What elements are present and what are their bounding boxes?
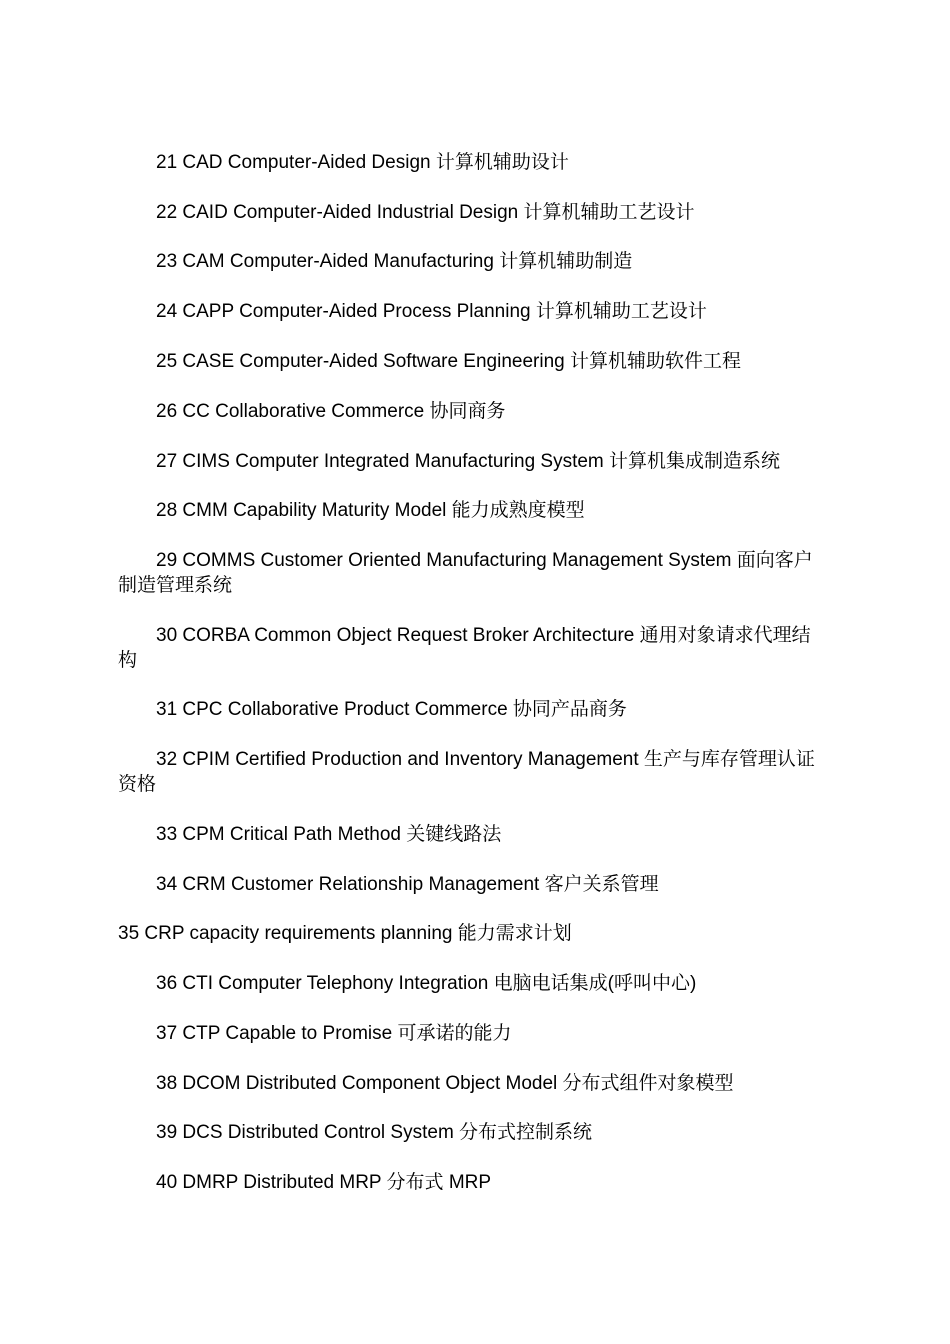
- glossary-entry-32: 32 CPIM Certified Production and Inventory Management 生产与库存管理认证资格: [118, 749, 815, 795]
- glossary-entry-28: 28 CMM Capability Maturity Model 能力成熟度模型: [156, 500, 585, 521]
- glossary-entry-34: 34 CRM Customer Relationship Management 客户关系管理: [156, 874, 659, 895]
- glossary-entry-31: 31 CPC Collaborative Product Commerce 协同产品商务: [156, 699, 627, 720]
- glossary-entry-25: 25 CASE Computer-Aided Software Engineering 计算机辅助软件工程: [156, 351, 742, 372]
- glossary-entry-36: 36 CTI Computer Telephony Integration 电脑电话集成(呼叫中心): [156, 973, 697, 994]
- glossary-entry-23: 23 CAM Computer-Aided Manufacturing 计算机辅助制造: [156, 251, 633, 272]
- glossary-entry-24: 24 CAPP Computer-Aided Process Planning 计算机辅助工艺设计: [156, 301, 707, 322]
- glossary-entry-40: 40 DMRP Distributed MRP 分布式 MRP: [156, 1172, 492, 1193]
- glossary-entry-33: 33 CPM Critical Path Method 关键线路法: [156, 824, 502, 845]
- glossary-entry-27: 27 CIMS Computer Integrated Manufacturing System 计算机集成制造系统: [156, 451, 781, 472]
- glossary-entry-22: 22 CAID Computer-Aided Industrial Design 计算机辅助工艺设计: [156, 202, 695, 223]
- glossary-entry-38: 38 DCOM Distributed Component Object Model 分布式组件对象模型: [156, 1073, 734, 1094]
- glossary-entry-39: 39 DCS Distributed Control System 分布式控制系统: [156, 1122, 593, 1143]
- glossary-entry-21: 21 CAD Computer-Aided Design 计算机辅助设计: [156, 152, 569, 173]
- glossary-entry-30: 30 CORBA Common Object Request Broker Architecture 通用对象请求代理结构: [118, 625, 811, 671]
- glossary-entry-26: 26 CC Collaborative Commerce 协同商务: [156, 401, 506, 422]
- glossary-entry-35: 35 CRP capacity requirements planning 能力需求计划: [118, 923, 572, 944]
- glossary-entry-29: 29 COMMS Customer Oriented Manufacturing Management System 面向客户制造管理系统: [118, 550, 813, 596]
- glossary-entry-37: 37 CTP Capable to Promise 可承诺的能力: [156, 1023, 512, 1044]
